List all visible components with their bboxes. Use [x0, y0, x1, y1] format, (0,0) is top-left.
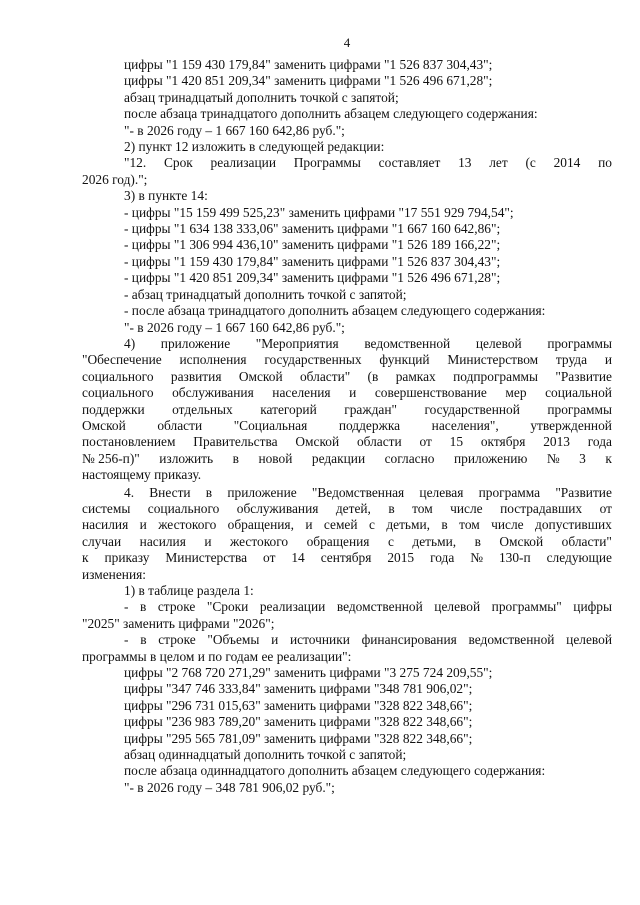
text-line: цифры "1 420 851 209,34" заменить цифрами "1 526 496 671,28";: [124, 73, 493, 89]
word: "12.: [124, 155, 147, 171]
word: и: [305, 517, 313, 533]
word: цифры: [573, 599, 612, 615]
word: сентября: [320, 550, 372, 566]
word: обращения: [306, 533, 370, 549]
word: ведомственной: [468, 632, 555, 648]
word: финансирования: [361, 632, 457, 648]
word: в: [441, 517, 448, 533]
word: социального: [82, 368, 154, 384]
word: том: [412, 500, 433, 516]
word: Омской: [82, 417, 126, 433]
text-line: [82, 385, 612, 401]
word: и: [604, 352, 612, 368]
text-line: [82, 501, 612, 517]
text-line: настоящему приказу.: [82, 467, 202, 483]
word: "Обеспечение: [82, 352, 162, 368]
word: функций: [379, 352, 430, 368]
word: в: [474, 533, 481, 549]
word: от: [263, 550, 276, 566]
word: следующие: [546, 550, 612, 566]
word: поддержка: [338, 417, 401, 433]
text-line: [82, 352, 612, 368]
text-line: [82, 599, 612, 615]
text-line: [82, 434, 612, 450]
word: 2015: [387, 550, 415, 566]
word: государственных: [264, 352, 362, 368]
word: 2013: [543, 434, 570, 450]
word: жестокого: [230, 533, 289, 549]
word: поддержки: [82, 401, 145, 417]
word: -: [124, 632, 129, 648]
word: постановлением: [82, 434, 176, 450]
word: 4.: [124, 484, 135, 500]
word: согласно: [384, 450, 435, 466]
word: целевой: [434, 599, 481, 615]
text-line: цифры "347 746 333,84" заменить цифрами "348 781 906,02";: [124, 681, 473, 697]
word: насилия: [139, 533, 186, 549]
word: и: [204, 533, 212, 549]
word: 4): [124, 335, 136, 351]
word: жестокого: [158, 517, 217, 533]
word: № 256-п)": [82, 450, 140, 466]
word: Программы: [293, 155, 361, 171]
word: Омской: [238, 368, 283, 384]
word: и: [271, 632, 279, 648]
text-line: - абзац тринадцатый дополнить точкой с запятой;: [124, 286, 407, 302]
text-line: "- в 2026 году – 1 667 160 642,86 руб.";: [124, 122, 345, 138]
word: №: [546, 450, 560, 466]
word: редакции: [311, 450, 366, 466]
word: мер: [505, 385, 527, 401]
word: в: [205, 484, 213, 500]
word: том: [459, 517, 480, 533]
word: "Мероприятия: [255, 335, 339, 351]
word: случаи: [82, 533, 122, 549]
word: (в: [367, 368, 379, 384]
text-line: абзац тринадцатый дополнить точкой с запятой;: [124, 89, 399, 105]
word: развития: [170, 368, 222, 384]
word: новой: [258, 450, 293, 466]
word: Министерством: [447, 352, 539, 368]
word: 14: [291, 550, 305, 566]
word: области: [356, 434, 402, 450]
word: обслуживания: [172, 385, 254, 401]
word: системы: [82, 500, 131, 516]
text-line: после абзаца одиннадцатого дополнить абзацем следующего содержания:: [124, 763, 546, 779]
word: года: [430, 550, 455, 566]
word: 130-п: [498, 550, 531, 566]
word: совершенствование: [374, 385, 487, 401]
text-line: [82, 402, 612, 418]
word: Срок: [163, 155, 193, 171]
word: 3: [579, 450, 586, 466]
word: от: [599, 500, 612, 516]
word: отдельных: [172, 401, 233, 417]
word: государственной: [424, 401, 520, 417]
text-line: 3) в пункте 14:: [124, 188, 208, 204]
word: к: [82, 550, 89, 566]
word: года: [587, 434, 612, 450]
word: программы": [491, 599, 562, 615]
word: в: [388, 500, 395, 516]
word: "Объемы: [207, 632, 260, 648]
word: "Развитие: [555, 484, 612, 500]
word: строке: [157, 599, 196, 615]
text-line: цифры "1 159 430 179,84" заменить цифрами "1 526 837 304,43";: [124, 57, 493, 72]
word: социального: [147, 500, 220, 516]
word: числе: [450, 500, 483, 516]
word: лет: [489, 155, 508, 171]
text-line: "2025" заменить цифрами "2026";: [82, 615, 275, 631]
word: "Сроки: [206, 599, 249, 615]
word: Внести: [149, 484, 191, 500]
word: социальной: [545, 385, 612, 401]
word: Омской: [499, 533, 544, 549]
word: социального: [82, 385, 154, 401]
word: труда: [555, 352, 588, 368]
word: "Социальная: [233, 417, 308, 433]
word: с: [368, 517, 375, 533]
text-line: 2) пункт 12 изложить в следующей редакции:: [124, 139, 385, 155]
text-line: - цифры "1 306 994 436,10" заменить цифрами "1 526 189 166,22";: [124, 237, 501, 253]
word: реализации: [210, 155, 276, 171]
word: Министерства: [165, 550, 248, 566]
word: рамках: [395, 368, 436, 384]
word: области: [157, 417, 203, 433]
text-line: - цифры "15 159 499 525,23" заменить цифрами "17 551 929 794,54";: [124, 204, 514, 220]
word: программы: [547, 401, 612, 417]
word: семей: [323, 517, 358, 533]
word: обращения,: [227, 517, 294, 533]
text-line: "- в 2026 году – 348 781 906,02 руб.";: [124, 779, 335, 795]
word: в: [232, 450, 239, 466]
word: в: [140, 632, 147, 648]
word: 13: [458, 155, 472, 171]
word: от: [419, 434, 432, 450]
text-line: [82, 369, 612, 385]
word: и: [349, 385, 357, 401]
word: ведомственной: [364, 335, 451, 351]
text-line: программы в целом и по годам ее реализации":: [82, 648, 352, 664]
document-body: [82, 57, 612, 796]
word: детьми,: [412, 533, 457, 549]
word: детей,: [335, 500, 371, 516]
text-line: - цифры "1 634 138 333,06" заменить цифрами "1 667 160 642,86";: [124, 221, 501, 237]
word: Правительства: [193, 434, 278, 450]
text-line: "- в 2026 году – 1 667 160 642,86 руб.";: [124, 319, 345, 335]
text-line: цифры "2 768 720 271,29" заменить цифрами "3 275 724 209,55";: [124, 665, 493, 681]
word: изложить: [159, 450, 214, 466]
word: насилия: [82, 517, 129, 533]
word: по: [598, 155, 612, 171]
word: обслуживания: [236, 500, 319, 516]
word: исполнения: [179, 352, 247, 368]
text-line: цифры "296 731 015,63" заменить цифрами "328 822 348,66";: [124, 697, 473, 713]
word: программа: [478, 484, 541, 500]
word: -: [124, 599, 129, 615]
word: и: [139, 517, 147, 533]
text-line: после абзаца тринадцатого дополнить абзацем следующего содержания:: [124, 106, 538, 122]
word: приложение: [227, 484, 297, 500]
text-line: 1) в таблице раздела 1:: [124, 583, 254, 598]
word: составляет: [378, 155, 441, 171]
text-line: - после абзаца тринадцатого дополнить абзацем следующего содержания:: [124, 303, 546, 319]
text-line: [82, 155, 612, 171]
word: строке: [158, 632, 196, 648]
text-line: цифры "295 565 781,09" заменить цифрами "328 822 348,66";: [124, 730, 473, 746]
word: категорий: [260, 401, 317, 417]
text-line: изменения:: [82, 566, 147, 582]
word: области": [299, 368, 351, 384]
word: утвержденной: [530, 417, 612, 433]
text-line: [82, 336, 612, 352]
word: октября: [480, 434, 526, 450]
word: граждан": [344, 401, 397, 417]
word: детьми,: [386, 517, 431, 533]
page-number: 4: [343, 35, 351, 50]
text-line: абзац одиннадцатый дополнить точкой с запятой;: [124, 747, 407, 763]
text-line: [82, 550, 612, 566]
text-line: 2026 год).";: [82, 171, 148, 187]
word: населения",: [431, 417, 499, 433]
word: 2014: [553, 155, 581, 171]
word: целевой: [566, 632, 612, 648]
word: с: [387, 533, 394, 549]
word: "Развитие: [555, 368, 612, 384]
word: приложению: [453, 450, 528, 466]
word: Омской: [295, 434, 340, 450]
word: приказу: [104, 550, 150, 566]
word: области": [561, 533, 612, 549]
text-line: [82, 451, 612, 467]
word: "Ведомственная: [311, 484, 405, 500]
text-line: - цифры "1 159 430 179,84" заменить цифрами "1 526 837 304,43";: [124, 253, 501, 269]
word: реализации: [259, 599, 326, 615]
word: №: [470, 550, 484, 566]
word: 15: [449, 434, 464, 450]
text-line: - цифры "1 420 851 209,34" заменить цифрами "1 526 496 671,28";: [124, 270, 501, 286]
word: числе: [491, 517, 524, 533]
word: целевая: [419, 484, 464, 500]
text-line: цифры "236 983 789,20" заменить цифрами "328 822 348,66";: [124, 714, 473, 730]
word: целевой: [475, 335, 522, 351]
word: приложение: [160, 335, 231, 351]
text-line: [82, 418, 612, 434]
word: допустивших: [535, 517, 612, 533]
word: пострадавших: [500, 500, 583, 516]
word: программы: [547, 335, 612, 351]
text-line: [82, 534, 612, 550]
word: (с: [525, 155, 536, 171]
word: подпрограммы: [453, 368, 539, 384]
text-line: [82, 485, 612, 501]
word: источники: [290, 632, 350, 648]
word: к: [605, 450, 612, 466]
word: населения: [272, 385, 331, 401]
text-line: [82, 517, 612, 533]
text-line: [82, 632, 612, 648]
word: ведомственной: [336, 599, 423, 615]
word: в: [140, 599, 147, 615]
